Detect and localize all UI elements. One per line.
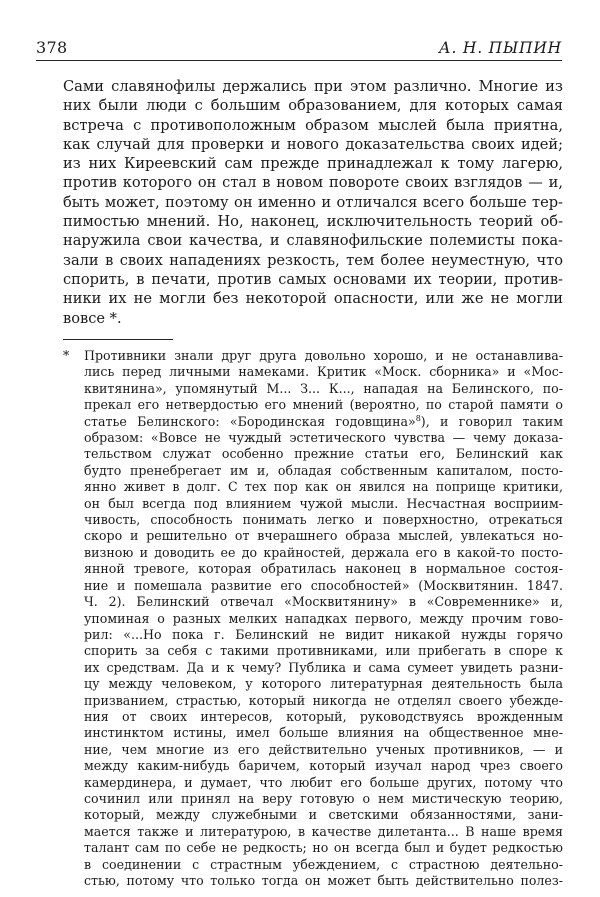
text-line: Сами славянофилы держались при этом различно. Многие из — [63, 78, 563, 95]
footnote-line: он был всегда под влиянием чужой мысли. Несчастная восприим- — [84, 495, 563, 511]
footnote-line: в соединении с страстным убеждением, с страстною деятельно- — [84, 856, 563, 872]
text-line: против которого он стал в новом повороте своих взглядов — и, — [63, 174, 563, 192]
footnote-text: ), и говорил таким — [420, 413, 563, 429]
footnote-line: лись перед личными намеками. Критик «Моск. сборника» и «Мос- — [84, 364, 563, 380]
footnote-line: их средствам. Да и к чему? Публика и сама сумеет увидеть разни- — [84, 659, 563, 675]
text-line: спорить, в печати, против самых основами их теории, против- — [63, 270, 563, 288]
footnote-line: упоминая о разных мелких нападках первого, между прочим гово- — [84, 610, 563, 626]
footnote-line: чивость, способность понимать легко и поверхностно, отрекаться — [84, 512, 563, 528]
footnote-line: инстинктом истины, имел больше влияния на общественное мне- — [84, 725, 563, 741]
footnote-line: сочинил или принял на веру готовую о нем мистическую теорию, — [84, 790, 563, 806]
page-number: 378 — [36, 38, 68, 57]
footnote-text: Противники знали друг друга довольно хорошо, и не останавлива- — [84, 348, 563, 363]
text-line: из них Киреевский сам прежде принадлежал к тому лагерю, — [63, 155, 563, 173]
footnote-line: талант сам по себе не редкость; но он всегда был и будет редкостью — [84, 840, 563, 856]
footnote-line: янно живет в долг. С тех пор как он явился на поприще критики, — [84, 479, 563, 495]
text-line: встреча с противоположным образом мыслей была приятна, — [63, 116, 563, 134]
footnote-line: будто пренебрегает им и, обладая собственным капиталом, посто- — [84, 462, 563, 478]
text-line: зали в своих нападениях резкость, тем более неуместную, что — [63, 251, 563, 269]
footnote-line: Ч. 2). Белинский отвечал «Москвитянину» в «Современнике» и, — [84, 594, 563, 610]
footnote-line: образом: «Вовсе не чуждый эстетического чувства — чему доказа- — [84, 430, 563, 446]
text-line: них были люди с большим образованием, для которых самая — [63, 97, 563, 115]
footnote-line: прекал его нетвердостью его мнений (вероятно, по старой памяти о — [84, 397, 563, 413]
running-head: А. Н. ПЫПИН — [438, 39, 562, 57]
footnote-line: ние и помешала развитие его способностей» (Москвитянин. 1847. — [84, 577, 563, 593]
footnote-line: цу между человеком, у которого литературная деятельность была — [84, 676, 563, 692]
footnote-line: призванием, страстью, который никогда не отделял своего убежде- — [84, 692, 563, 708]
footnote-line: тельством служат особенно прежние статьи его, Белинский как — [84, 446, 563, 462]
text-line: как случай для проверки и нового доказательства своих идей; — [63, 135, 563, 153]
footnote-line: ние, чем многие из его действительно ученых противников, — и — [84, 741, 563, 757]
footnote-line: квитянина», упомянутый М... З... К..., нападая на Белинского, по- — [84, 380, 563, 396]
footnote-line: рил: «...Но пока г. Белинский не видит никакой нужды горячо — [84, 626, 563, 642]
footnote-line: стью, потому что только тогда он может быть действительно полез- — [84, 873, 563, 888]
footnote-line — [63, 348, 563, 364]
footnote-line — [63, 414, 563, 430]
main-paragraph — [63, 77, 563, 328]
text-line: наружила свои качества, и славянофильские полемисты пока- — [63, 232, 563, 250]
footnote-divider — [63, 339, 173, 340]
footnote-line: скоро и решительно от вчерашнего образа мыслей, увлекаться но- — [84, 528, 563, 544]
footnote — [63, 348, 563, 889]
footnote-marker: * — [63, 348, 70, 363]
footnote-line: янной тревоге, которая обратилась наконец в нормальное состоя- — [84, 561, 563, 577]
text-line: быть может, поэтому он именно и отличался всего больше тер- — [63, 193, 563, 211]
footnote-line: ния от своих интересов, который, руководствуясь врожденным — [84, 708, 563, 724]
page-header — [36, 38, 562, 61]
footnote-line: камердинера, и думает, что любит его больше других, потому что — [84, 774, 563, 790]
footnote-line: между каким-нибудь баричем, который изучал народ чрез своего — [84, 758, 563, 774]
footnote-reference: 8 — [415, 413, 421, 423]
footnote-text: статье Белинского: «Бородинская годовщина» — [84, 413, 416, 429]
text-line: пимостью мнений. Но, наконец, исключительность теорий об- — [63, 213, 563, 231]
footnote-line: визною и доводить ее до крайностей, держала его в какой-то посто- — [84, 544, 563, 560]
text-line: вовсе *. — [63, 309, 122, 327]
footnote-line: который, между служебными и светскими обязанностями, зани- — [84, 807, 563, 823]
text-line: ники их не могли без некоторой опасности, или же не могли — [63, 290, 563, 308]
footnote-line: спорить за себя с такими противниками, или прибегать в споре к — [84, 643, 563, 659]
footnote-line: мается также и литературою, в качестве дилетанта... В наше время — [84, 823, 563, 839]
